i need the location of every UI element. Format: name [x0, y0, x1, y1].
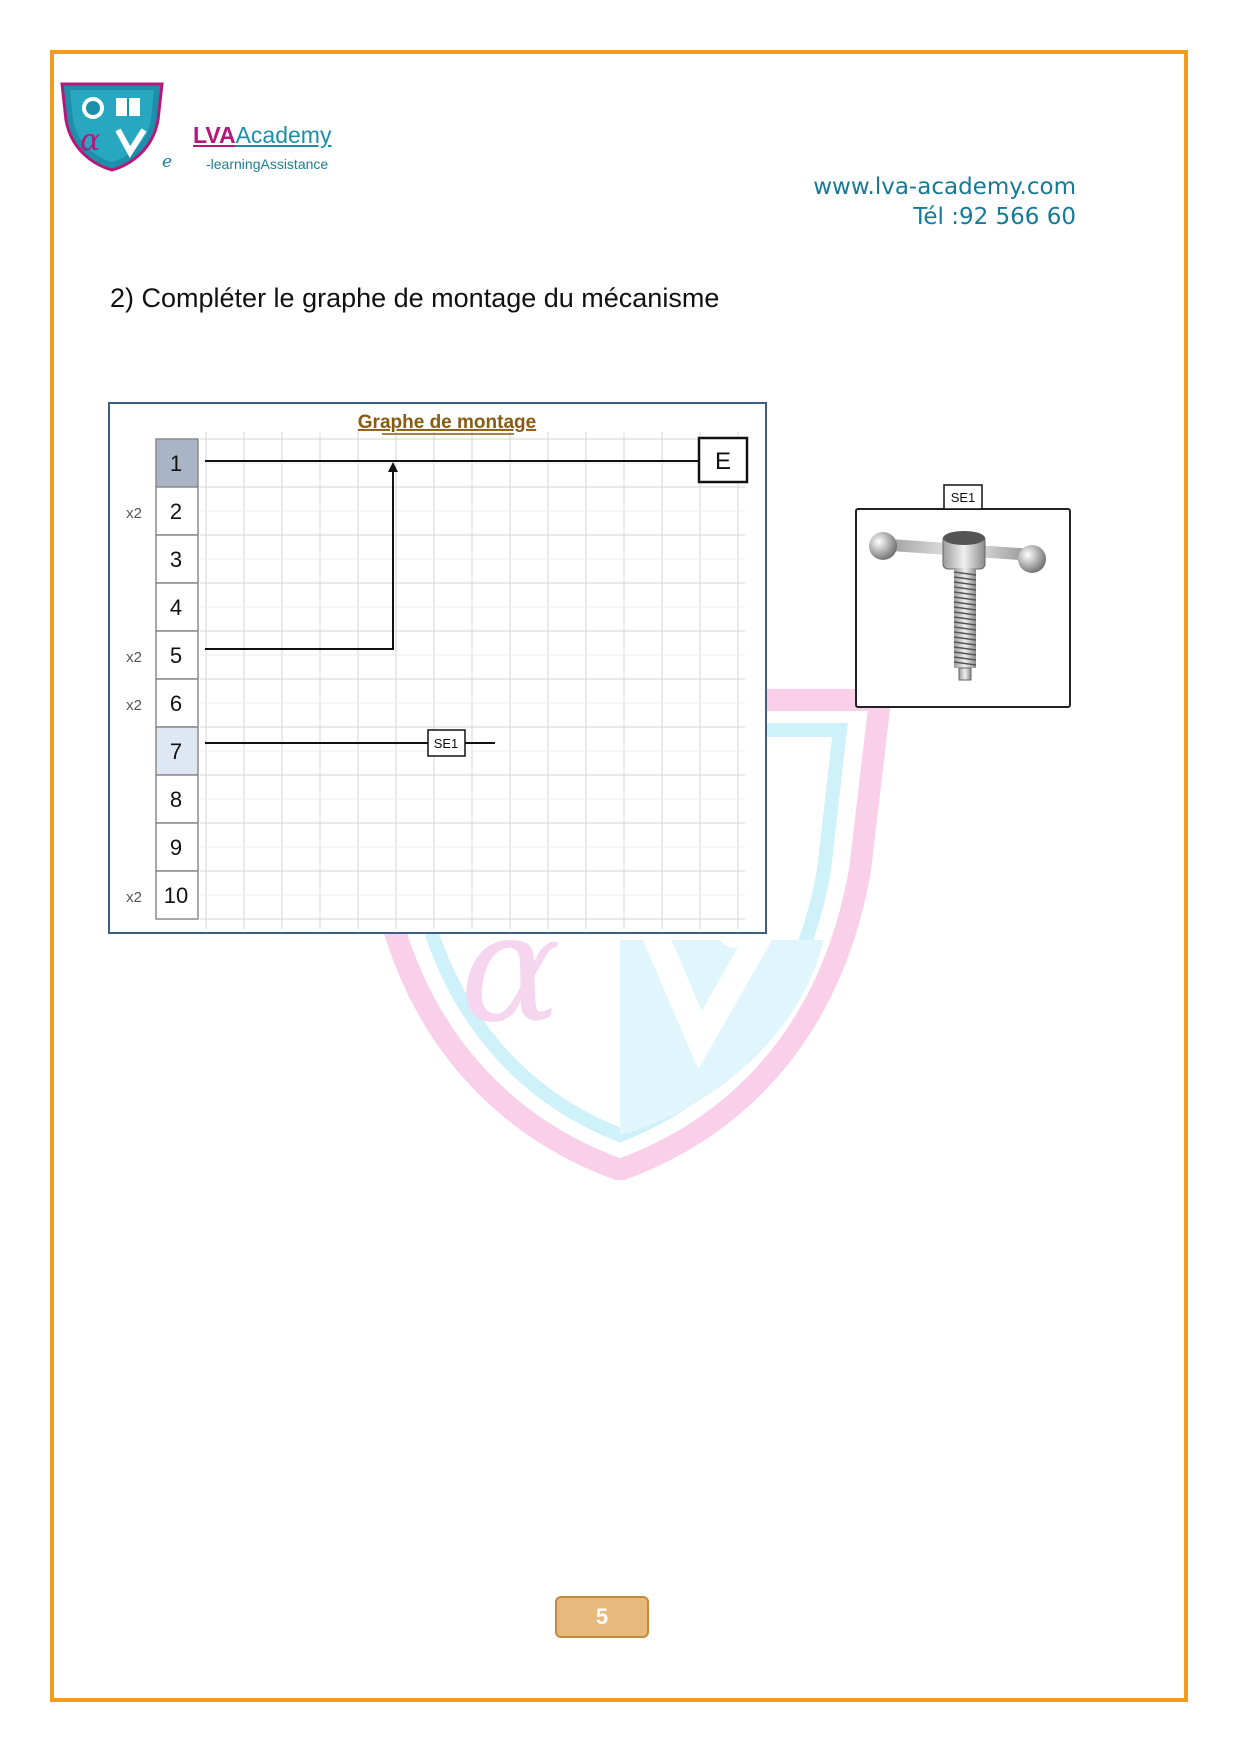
graph-title: Graphe de montage [357, 412, 537, 433]
brand-tagline: -learningAssistance [206, 156, 329, 172]
part-number: 10 [163, 883, 189, 908]
quantity-label: x2 [126, 505, 142, 522]
part-row-4 [156, 583, 198, 631]
part-number: 3 [169, 547, 183, 572]
contact-block [813, 172, 1076, 232]
se1-part-illustration [857, 510, 1069, 706]
part-number: 1 [169, 451, 183, 476]
se1-label: SE1 [433, 736, 459, 751]
part-row-5 [126, 631, 198, 679]
brand-lva: LVA [193, 122, 236, 148]
part-number: 7 [169, 739, 183, 764]
quantity-label: x2 [126, 697, 142, 714]
brand-e-letter: e [162, 152, 173, 172]
part-row-1 [156, 439, 198, 487]
phone-number: Tél :92 566 60 [913, 204, 1076, 230]
part-row-7 [156, 727, 198, 775]
page-number-badge: 5 [555, 1596, 649, 1638]
part-row-6 [126, 679, 198, 727]
part-number: 8 [169, 787, 183, 812]
website-link[interactable]: www.lva-academy.com [813, 174, 1076, 200]
connector-part5 [205, 464, 393, 649]
lva-logo [58, 80, 166, 172]
part-row-10 [126, 871, 198, 919]
svg-text:α: α [80, 123, 101, 158]
quantity-label: x2 [126, 889, 142, 906]
svg-text:α: α [460, 882, 562, 1056]
part-row-3 [156, 535, 198, 583]
end-label: E [714, 448, 732, 475]
part-row-8 [156, 775, 198, 823]
question-text: 2) Compléter le graphe de montage du mécanisme [110, 283, 720, 313]
assembly-graph [108, 402, 767, 934]
part-row-2 [126, 487, 198, 535]
brand-academy: Academy [235, 122, 332, 148]
part-number: 4 [169, 595, 183, 620]
part-number: 9 [169, 835, 183, 860]
part-row-9 [156, 823, 198, 871]
part-number: 5 [169, 643, 183, 668]
part-number: 2 [169, 499, 183, 524]
photo-label: SE1 [950, 490, 976, 505]
quantity-label: x2 [126, 649, 142, 666]
part-rows [126, 439, 198, 919]
threaded-shank [954, 568, 976, 668]
brand-name [193, 122, 331, 149]
photo-label-box [943, 484, 983, 510]
part-number: 6 [169, 691, 183, 716]
graph-grid [200, 432, 745, 929]
se1-photo-box [855, 508, 1071, 708]
